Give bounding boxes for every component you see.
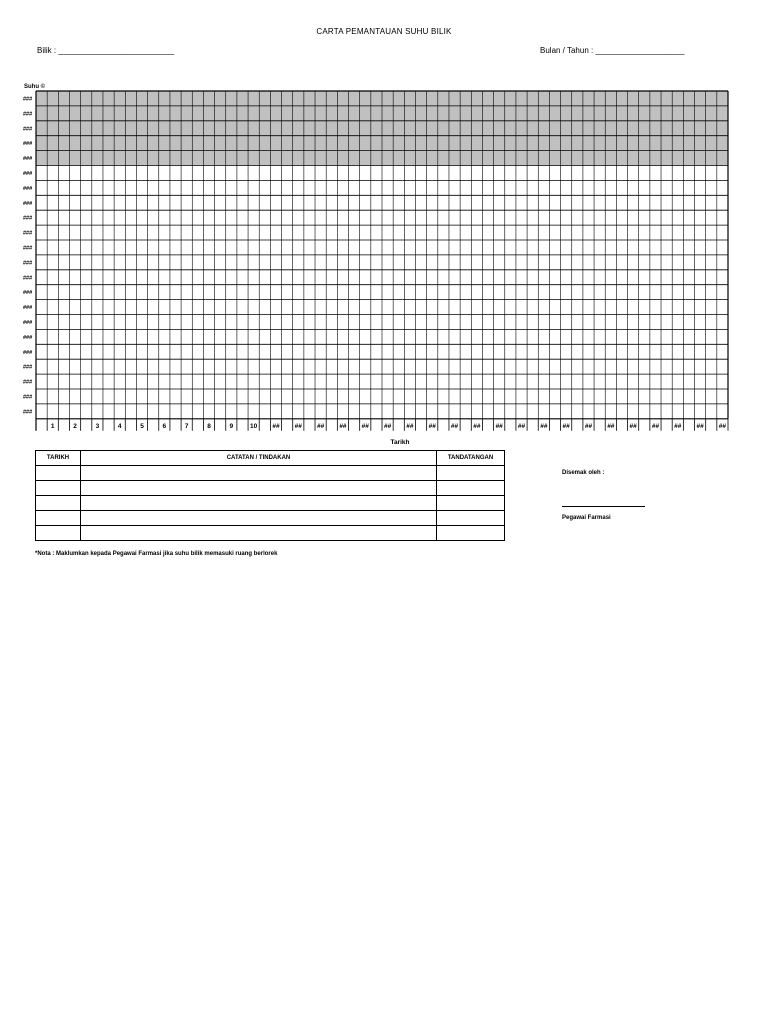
row-label: ### bbox=[23, 111, 33, 118]
row-label: ### bbox=[23, 379, 33, 386]
day-label: ## bbox=[339, 422, 347, 430]
day-label: 10 bbox=[250, 422, 258, 430]
day-label: ## bbox=[361, 422, 369, 430]
day-label: ## bbox=[428, 422, 436, 430]
table-cell bbox=[36, 511, 81, 526]
day-label: ## bbox=[629, 422, 637, 430]
row-label: ### bbox=[23, 305, 33, 312]
table-cell bbox=[36, 466, 81, 481]
day-label: ## bbox=[696, 422, 704, 430]
day-label: ## bbox=[584, 422, 593, 430]
day-label: ## bbox=[316, 422, 325, 430]
table-cell bbox=[437, 526, 505, 541]
row-label: ### bbox=[23, 215, 33, 222]
table-cell bbox=[36, 526, 81, 541]
row-label: ### bbox=[23, 334, 33, 341]
row-label: ### bbox=[23, 156, 33, 163]
bilik-blank: __________________________ bbox=[58, 46, 175, 55]
day-label: ## bbox=[517, 422, 526, 430]
day-label: ## bbox=[406, 422, 414, 430]
footnote: *Nota : Maklumkan kepada Pegawai Farmasi jika suhu bilik memasuki ruang berlorek bbox=[35, 551, 278, 557]
day-label: 7 bbox=[184, 422, 189, 430]
row-label: ### bbox=[23, 319, 33, 326]
table-cell bbox=[437, 511, 505, 526]
row-label: ### bbox=[23, 96, 33, 103]
row-label: ### bbox=[23, 275, 33, 282]
day-label: 6 bbox=[162, 422, 167, 430]
pharmacist-label: Pegawai Farmasi bbox=[562, 515, 611, 521]
row-label: ### bbox=[23, 260, 33, 267]
page-title: CARTA PEMANTAUAN SUHU BILIK bbox=[316, 27, 452, 36]
table-cell bbox=[437, 481, 505, 496]
row-label: ### bbox=[23, 245, 33, 252]
row-label: ### bbox=[23, 141, 33, 148]
table-row bbox=[36, 511, 505, 526]
signature-line bbox=[562, 506, 645, 507]
col-header-tarikh: TARIKH bbox=[36, 451, 81, 466]
table-row bbox=[36, 481, 505, 496]
row-label: ### bbox=[23, 200, 33, 207]
day-label: 2 bbox=[73, 422, 77, 430]
row-label: ### bbox=[23, 349, 33, 356]
day-label: 4 bbox=[117, 422, 122, 430]
day-label: 3 bbox=[95, 422, 100, 430]
table-cell bbox=[81, 496, 437, 511]
table-cell bbox=[81, 481, 437, 496]
day-label: ## bbox=[651, 422, 660, 430]
table-cell bbox=[36, 481, 81, 496]
table-cell bbox=[36, 496, 81, 511]
row-label: ### bbox=[23, 126, 33, 133]
day-label: ## bbox=[562, 422, 570, 430]
notes-table bbox=[35, 450, 505, 541]
day-label: ## bbox=[450, 422, 459, 430]
table-cell bbox=[81, 526, 437, 541]
day-label: ## bbox=[383, 422, 392, 430]
day-label: ## bbox=[607, 422, 615, 430]
bulan-tahun-label: Bulan / Tahun : bbox=[540, 46, 594, 55]
table-row bbox=[36, 466, 505, 481]
day-label: ## bbox=[294, 422, 302, 430]
reviewed-by-label: Disemak oleh : bbox=[562, 470, 605, 476]
day-label: ## bbox=[495, 422, 503, 430]
row-label: ### bbox=[23, 409, 33, 416]
table-row bbox=[36, 496, 505, 511]
table-cell bbox=[81, 466, 437, 481]
day-label: ## bbox=[718, 422, 727, 430]
table-cell bbox=[81, 511, 437, 526]
day-label: ## bbox=[540, 422, 548, 430]
col-header-catatan: CATATAN / TINDAKAN bbox=[81, 451, 437, 466]
day-label: ## bbox=[473, 422, 481, 430]
day-label: 1 bbox=[50, 422, 55, 430]
table-row bbox=[36, 526, 505, 541]
row-label: ### bbox=[23, 185, 33, 192]
x-axis-label: Tarikh bbox=[390, 438, 410, 446]
row-label: ### bbox=[23, 230, 33, 237]
row-label: ### bbox=[23, 394, 33, 401]
col-header-tandatangan: TANDATANGAN bbox=[437, 451, 505, 466]
bilik-label: Bilik : bbox=[37, 46, 57, 55]
bulan-tahun-blank: ____________________ bbox=[595, 46, 685, 55]
row-label: ### bbox=[23, 290, 33, 297]
day-label: 9 bbox=[229, 422, 234, 430]
day-label: 8 bbox=[207, 422, 211, 430]
table-cell bbox=[437, 466, 505, 481]
row-label: ### bbox=[23, 170, 33, 177]
day-label: ## bbox=[674, 422, 682, 430]
day-label: 5 bbox=[140, 422, 144, 430]
temperature-grid bbox=[0, 0, 768, 446]
row-label: ### bbox=[23, 364, 33, 371]
day-label: ## bbox=[272, 422, 280, 430]
y-axis-label: Suhu © bbox=[24, 84, 46, 90]
table-cell bbox=[437, 496, 505, 511]
